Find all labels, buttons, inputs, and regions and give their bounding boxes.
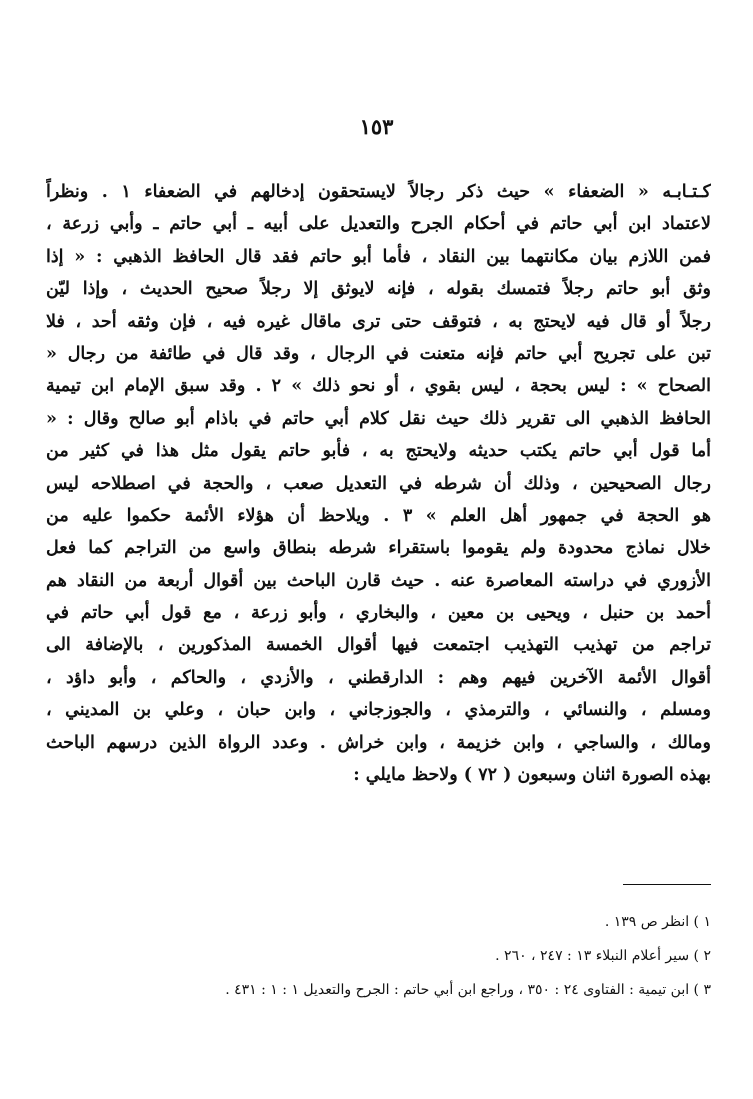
text-line: كـتـابـه « الضعفاء » حيث ذكر رجالاً لايستحقون إدخالهم في الضعفاء ١ . ونظراً: [46, 182, 711, 202]
text-line: أما قول أبي حاتم يكتب حديثه ولايحتج به ، فأبو حاتم يقول مثل هذا في كثير من: [46, 441, 711, 462]
text-line: الحافظ الذهبي الى تقرير ذلك حيث نقل كلام أبي حاتم في باذام أبو صالح وقال : «: [46, 408, 711, 429]
text-line: لاعتماد ابن أبي حاتم في أحكام الجرح والتعديل على أبيه ـ أبي حاتم ـ وأبي زرعة ،: [46, 214, 711, 235]
text-line: فمن اللازم بيان مكانتهما بين النقاد ، فأما أبو حاتم فقد قال الحافظ الذهبي : « إذا: [46, 246, 711, 267]
text-line: أقوال الأئمة الآخرين فيهم وهم : الدارقطني ، والأزدي ، والحاكم ، وأبو داؤد ،: [46, 667, 711, 688]
footnote-2: ٢ ) سير أعلام النبلاء ١٣ : ٢٤٧ ، ٢٦٠ .: [495, 948, 711, 964]
main-text: [46, 176, 711, 791]
text-line: بهذه الصورة اثنان وسبعون ( ٧٢ ) ولاحظ مايلي :: [353, 765, 711, 786]
footnotes: [46, 905, 711, 1007]
text-line: الأزوري في دراسته المعاصرة عنه . حيث قارن الباحث بين أقوال أربعة من النقاد هم: [46, 570, 711, 591]
text-line: تبن على تجريح أبي حاتم فإنه متعنت في الرجال ، وقد قال في طائفة من رجال «: [46, 343, 711, 364]
text-line: رجال الصحيحين ، وذلك أن شرطه في التعديل صعب ، والحجة في اصطلاحه ليس: [46, 473, 711, 494]
footnote-3: ٣ ) ابن تيمية : الفتاوى ٢٤ : ٣٥٠ ، وراجع ابن أبي حاتم : الجرح والتعديل ١ : ١ : ٤٣١ .: [225, 982, 711, 998]
text-line: رجلاً أو قال فيه لايحتج به ، فتوقف حتى ترى ماقال غيره فيه ، فإن وثقه أحد ، فلا: [46, 311, 711, 332]
text-line: أحمد بن حنبل ، ويحيى بن معين ، والبخاري ، وأبو زرعة ، مع قول أبي حاتم في: [46, 603, 711, 624]
footnote-1: ١ ) انظر ص ١٣٩ .: [604, 914, 711, 930]
text-line: هو الحجة في جمهور أهل العلم » ٣ . ويلاحظ أن هؤلاء الأئمة حكموا عليه من: [46, 505, 711, 526]
text-line: وثق أبو حاتم رجلاً فتمسك بقوله ، فإنه لايوثق إلا رجلاً صحيح الحديث ، وإذا ليّن: [46, 279, 711, 300]
text-line: تراجم من تهذيب التهذيب اجتمعت فيها أقوال الخمسة المذكورين ، بالإضافة الى: [46, 635, 711, 656]
text-line: ومسلم ، والنسائي ، والترمذي ، والجوزجاني ، وابن حبان ، وعلي بن المديني ،: [46, 700, 711, 721]
page-number: ١٥٣: [359, 114, 394, 139]
text-line: الصحاح » : ليس بحجة ، ليس بقوي ، أو نحو ذلك » ٢ . وقد سبق الإمام ابن تيمية: [46, 376, 711, 397]
text-line: ومالك ، والساجي ، وابن خزيمة ، وابن خراش . وعدد الرواة الذين درسهم الباحث: [46, 732, 711, 753]
text-line: خلال نماذج محدودة ولم يقوموا باستقراء شرطه بنطاق واسع من التراجم كما فعل: [46, 538, 711, 559]
footnote-divider: [623, 884, 711, 885]
